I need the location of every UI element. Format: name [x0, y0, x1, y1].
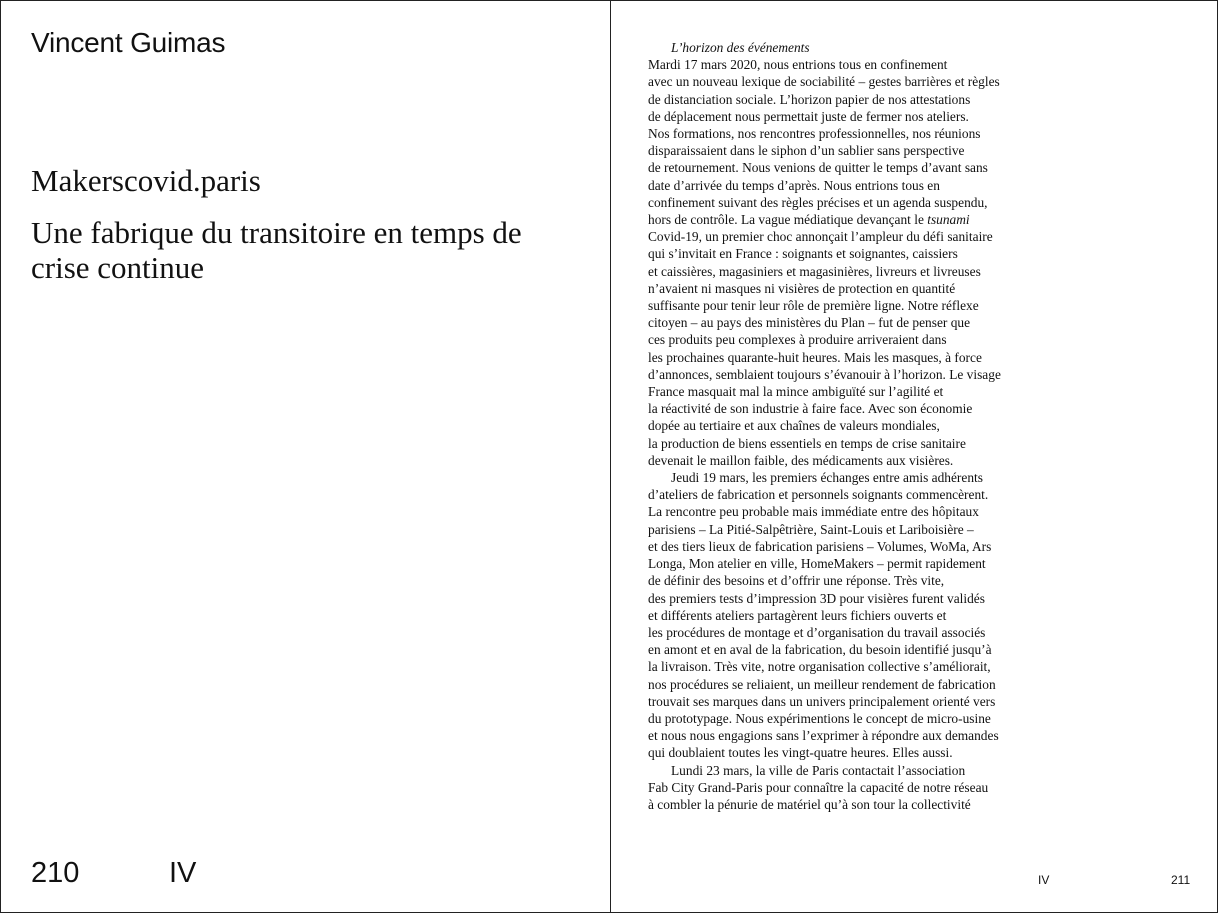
text-line: devenait le maillon faible, des médicaments aux visières.	[648, 452, 954, 468]
text-line	[648, 211, 1068, 228]
text-line: Covid-19, un premier choc annonçait l’ampleur du défi sanitaire	[648, 229, 993, 245]
text-line: dopée au tertiaire et aux chaînes de valeurs mondiales,	[648, 418, 940, 434]
section-heading: L’horizon des événements	[671, 40, 810, 55]
text-line: la réactivité de son industrie à faire face. Avec son économie	[648, 401, 973, 417]
text-line: suffisante pour tenir leur rôle de première ligne. Notre réflexe	[648, 298, 979, 314]
right-page	[611, 1, 1217, 912]
body-text	[648, 39, 1068, 813]
text-line: France masquait mal la mince ambiguïté sur l’agilité et	[648, 384, 944, 400]
page-number-right: 211	[1171, 873, 1191, 887]
text-line: Fab City Grand-Paris pour connaître la capacité de notre réseau	[648, 779, 989, 795]
text-line: la production de biens essentiels en temps de crise sanitaire	[648, 435, 966, 451]
section-number-right: IV	[1038, 873, 1050, 887]
text-line: des premiers tests d’impression 3D pour visières furent validés	[648, 590, 985, 606]
text-line: et différents ateliers partagèrent leurs fichiers ouverts et	[648, 607, 947, 623]
text-line: de retournement. Nous venions de quitter le temps d’avant sans	[648, 160, 988, 176]
text-line: nos procédures se reliaient, un meilleur rendement de fabrication	[648, 676, 996, 692]
text-line: trouvait ses marques dans un univers principalement orienté vers	[648, 693, 996, 709]
text-line: les procédures de montage et d’organisation du travail associés	[648, 624, 986, 640]
text-line: Nos formations, nos rencontres professionnelles, nos réunions	[648, 126, 981, 142]
text-line: ces produits peu complexes à produire arriveraient dans	[648, 332, 947, 348]
text-line: du prototypage. Nous expérimentions le concept de micro-usine	[648, 710, 991, 726]
text-line: d’ateliers de fabrication et personnels soignants commencèrent.	[648, 487, 989, 503]
text-line: en amont et en aval de la fabrication, du besoin identifié jusqu’à	[648, 642, 992, 658]
text-line: qui s’invitait en France : soignants et soignantes, caissiers	[648, 246, 958, 262]
article-title: Makerscovid.paris	[31, 163, 261, 198]
text-line: date d’arrivée du temps d’après. Nous entrions tous en	[648, 177, 940, 193]
italic-word: tsunami	[927, 212, 970, 228]
article-subtitle: Une fabrique du transitoire en temps de crise continue	[31, 215, 522, 285]
text-line: n’avaient ni masques ni visières de protection en quantité	[648, 280, 956, 296]
text-line: et nous nous engagions sans l’exprimer à répondre aux demandes	[648, 728, 999, 744]
text-fragment: hors de contrôle. La vague médiatique devançant le	[648, 212, 928, 228]
text-line: Jeudi 19 mars, les premiers échanges entre amis adhérents	[671, 470, 983, 486]
text-line: Mardi 17 mars 2020, nous entrions tous en confinement	[648, 57, 948, 73]
text-line: de définir des besoins et d’offrir une réponse. Très vite,	[648, 573, 945, 589]
text-line: d’annonces, semblaient toujours s’évanouir à l’horizon. Le visage	[648, 366, 1001, 382]
text-line: La rencontre peu probable mais immédiate entre des hôpitaux	[648, 504, 979, 520]
text-line: disparaissaient dans le siphon d’un sablier sans perspective	[648, 143, 965, 159]
text-line: avec un nouveau lexique de sociabilité – gestes barrières et règles	[648, 74, 1000, 90]
text-line: et caissières, magasiniers et magasinières, livreurs et livreuses	[648, 263, 981, 279]
text-line: confinement suivant des règles précises et un agenda suspendu,	[648, 194, 988, 210]
text-line: citoyen – au pays des ministères du Plan – fut de penser que	[648, 315, 971, 331]
section-number-left: IV	[169, 857, 197, 889]
page-number-left: 210	[31, 857, 80, 889]
text-line: Longa, Mon atelier en ville, HomeMakers – permit rapidement	[648, 556, 986, 572]
text-line: de distanciation sociale. L’horizon papier de nos attestations	[648, 91, 971, 107]
text-line: parisiens – La Pitié-Salpêtrière, Saint-Louis et Lariboisière –	[648, 521, 974, 537]
text-line: à combler la pénurie de matériel qu’à son tour la collectivité	[648, 796, 971, 812]
text-line: de déplacement nous permettait juste de fermer nos ateliers.	[648, 108, 969, 124]
text-line: la livraison. Très vite, notre organisation collective s’améliorait,	[648, 659, 991, 675]
text-line: Lundi 23 mars, la ville de Paris contactait l’association	[671, 762, 966, 778]
text-line: et des tiers lieux de fabrication parisiens – Volumes, WoMa, Ars	[648, 538, 992, 554]
text-line: qui doublaient toutes les vingt-quatre heures. Elles aussi.	[648, 745, 953, 761]
author-name: Vincent Guimas	[31, 27, 226, 58]
left-page	[1, 1, 611, 912]
text-line: les prochaines quarante-huit heures. Mais les masques, à force	[648, 349, 982, 365]
